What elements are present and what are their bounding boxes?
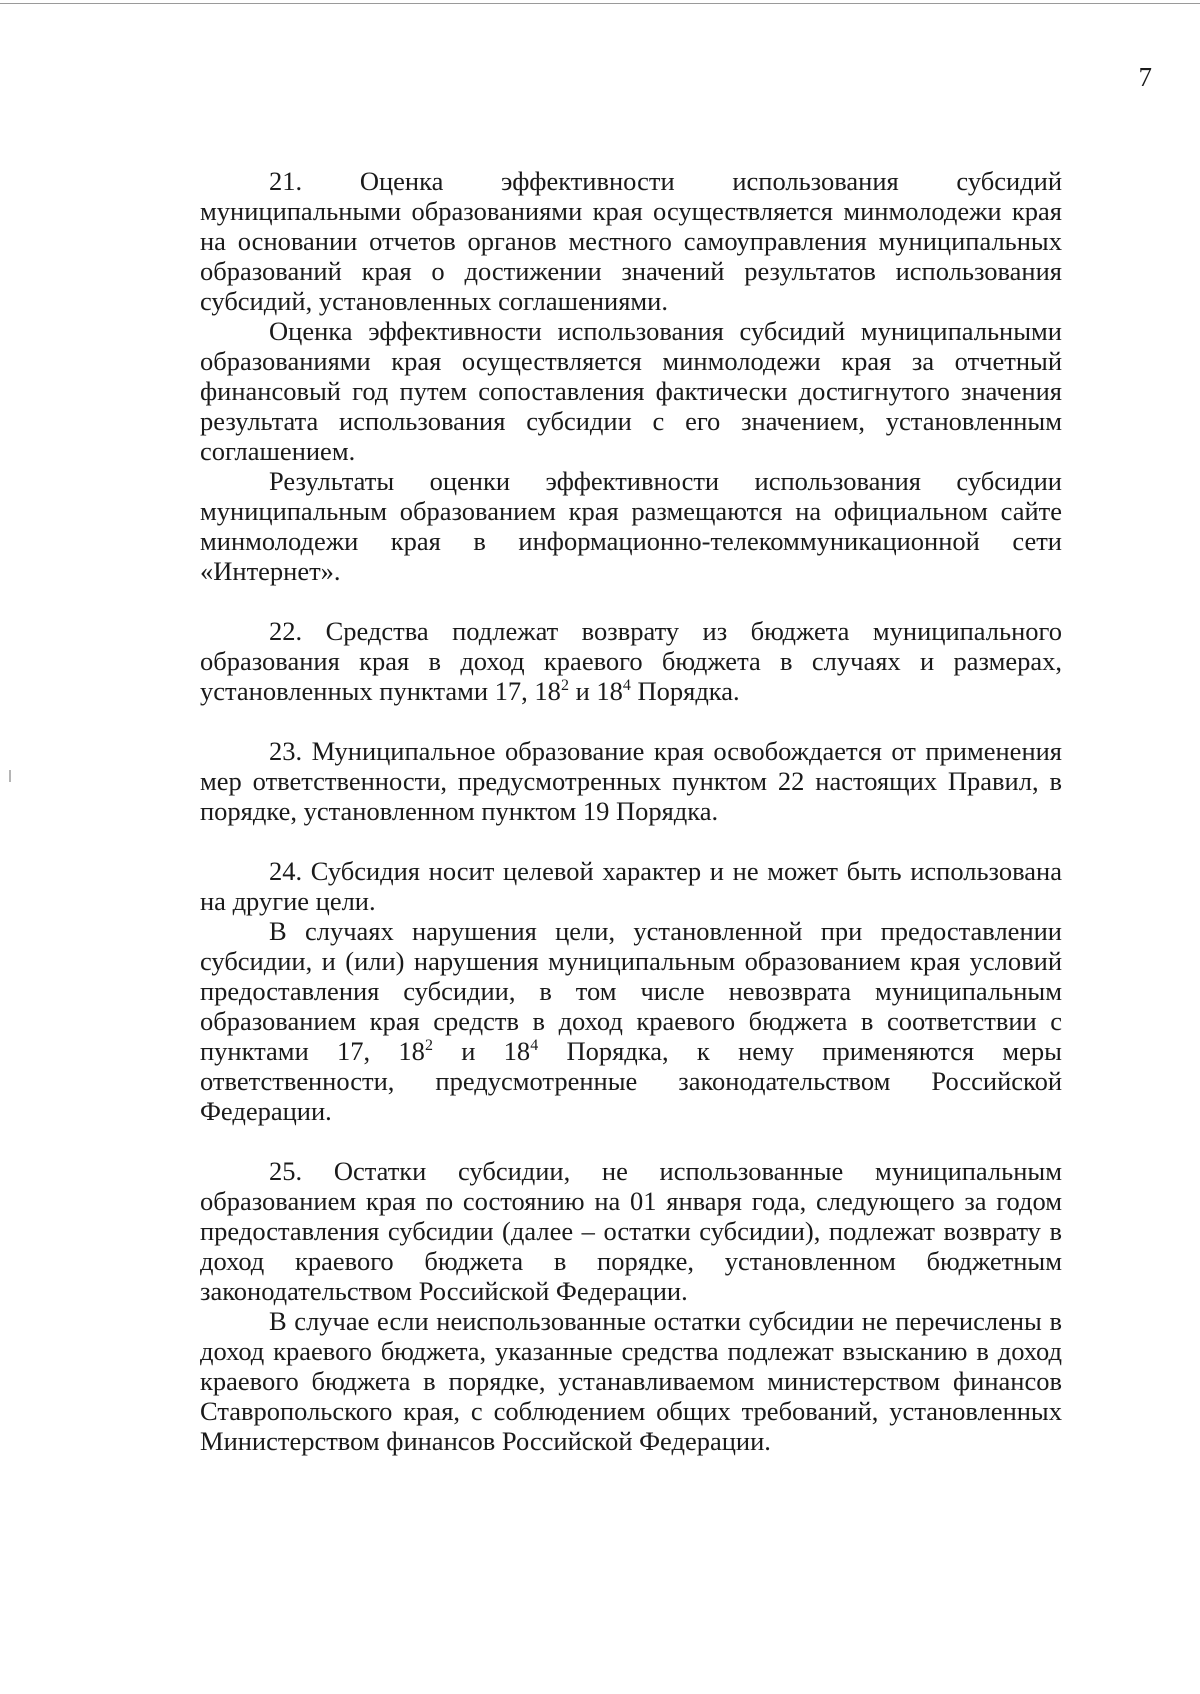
paragraph-21-evaluation: Оценка эффективности использования субсидий муниципальными образованиями края осуществляется минмолодежи края за отчетный финансовый год путем сопоставления фактически достигнутого значения результата использования субсидии с его значением, установленным соглашением. xyxy=(200,316,1062,466)
paragraph-21-results: Результаты оценки эффективности использования субсидии муниципальным образованием края размещаются на официальном сайте минмолодежи края в информационно-телекоммуникационной сети «Интернет». xyxy=(200,466,1062,586)
superscript: 4 xyxy=(622,677,631,695)
paragraph-25: 25. Остатки субсидии, не использованные муниципальным образованием края по состоянию на 01 января года, следующего за годом предоставления субсидии (далее – остатки субсидии), подлежат возврату в доход краевого бюджета в порядке, установленном бюджетным законодательством Российской Федерации. xyxy=(200,1156,1062,1306)
paragraph-24-violations xyxy=(200,916,1062,1126)
superscript: 2 xyxy=(424,1037,433,1055)
superscript: 2 xyxy=(560,677,569,695)
superscript: 4 xyxy=(530,1037,539,1055)
paragraph-21: 21. Оценка эффективности использования субсидий муниципальными образованиями края осуществляется минмолодежи края на основании отчетов органов местного самоуправления муниципальных образований края о достижении значений результатов использования субсидий, установленных соглашениями. xyxy=(200,166,1062,316)
paragraph-22-text-end: Порядка. xyxy=(630,676,740,706)
paragraph-24-violations-end: Порядка, к нему применяются меры ответственности, предусмотренные законодательством Российской Федерации. xyxy=(200,1036,1062,1126)
paragraph-22 xyxy=(200,616,1062,706)
paragraph-24: 24. Субсидия носит целевой характер и не может быть использована на другие цели. xyxy=(200,856,1062,916)
paragraph-22-text-middle: и 18 xyxy=(568,676,623,706)
scan-margin-mark xyxy=(9,770,11,782)
document-body xyxy=(200,166,1062,1456)
paragraph-22-text: 22. Средства подлежат возврату из бюджета муниципального образования края в доход краевого бюджета в случаях и размерах, установленных пунктами 17, 18 xyxy=(200,616,1062,706)
scan-top-edge xyxy=(0,3,1200,4)
paragraph-25-recovery: В случае если неиспользованные остатки субсидии не перечислены в доход краевого бюджета, указанные средства подлежат взысканию в доход краевого бюджета в порядке, устанавливаемом министерством финансов Ставропольского края, с соблюдением общих требований, установленных Министерством финансов Российской Федерации. xyxy=(200,1306,1062,1456)
paragraph-23: 23. Муниципальное образование края освобождается от применения мер ответственности, предусмотренных пунктом 22 настоящих Правил, в порядке, установленном пунктом 19 Порядка. xyxy=(200,736,1062,826)
paragraph-24-violations-middle: и 18 xyxy=(432,1036,531,1066)
paragraph-24-violations-text: В случаях нарушения цели, установленной при предоставлении субсидии, и (или) нарушения муниципальным образованием края условий предоставления субсидии, в том числе невозврата муниципальным образованием края средств в доход краевого бюджета в соответствии с пунктами 17, 18 xyxy=(200,916,1062,1066)
page-number: 7 xyxy=(1138,62,1152,92)
